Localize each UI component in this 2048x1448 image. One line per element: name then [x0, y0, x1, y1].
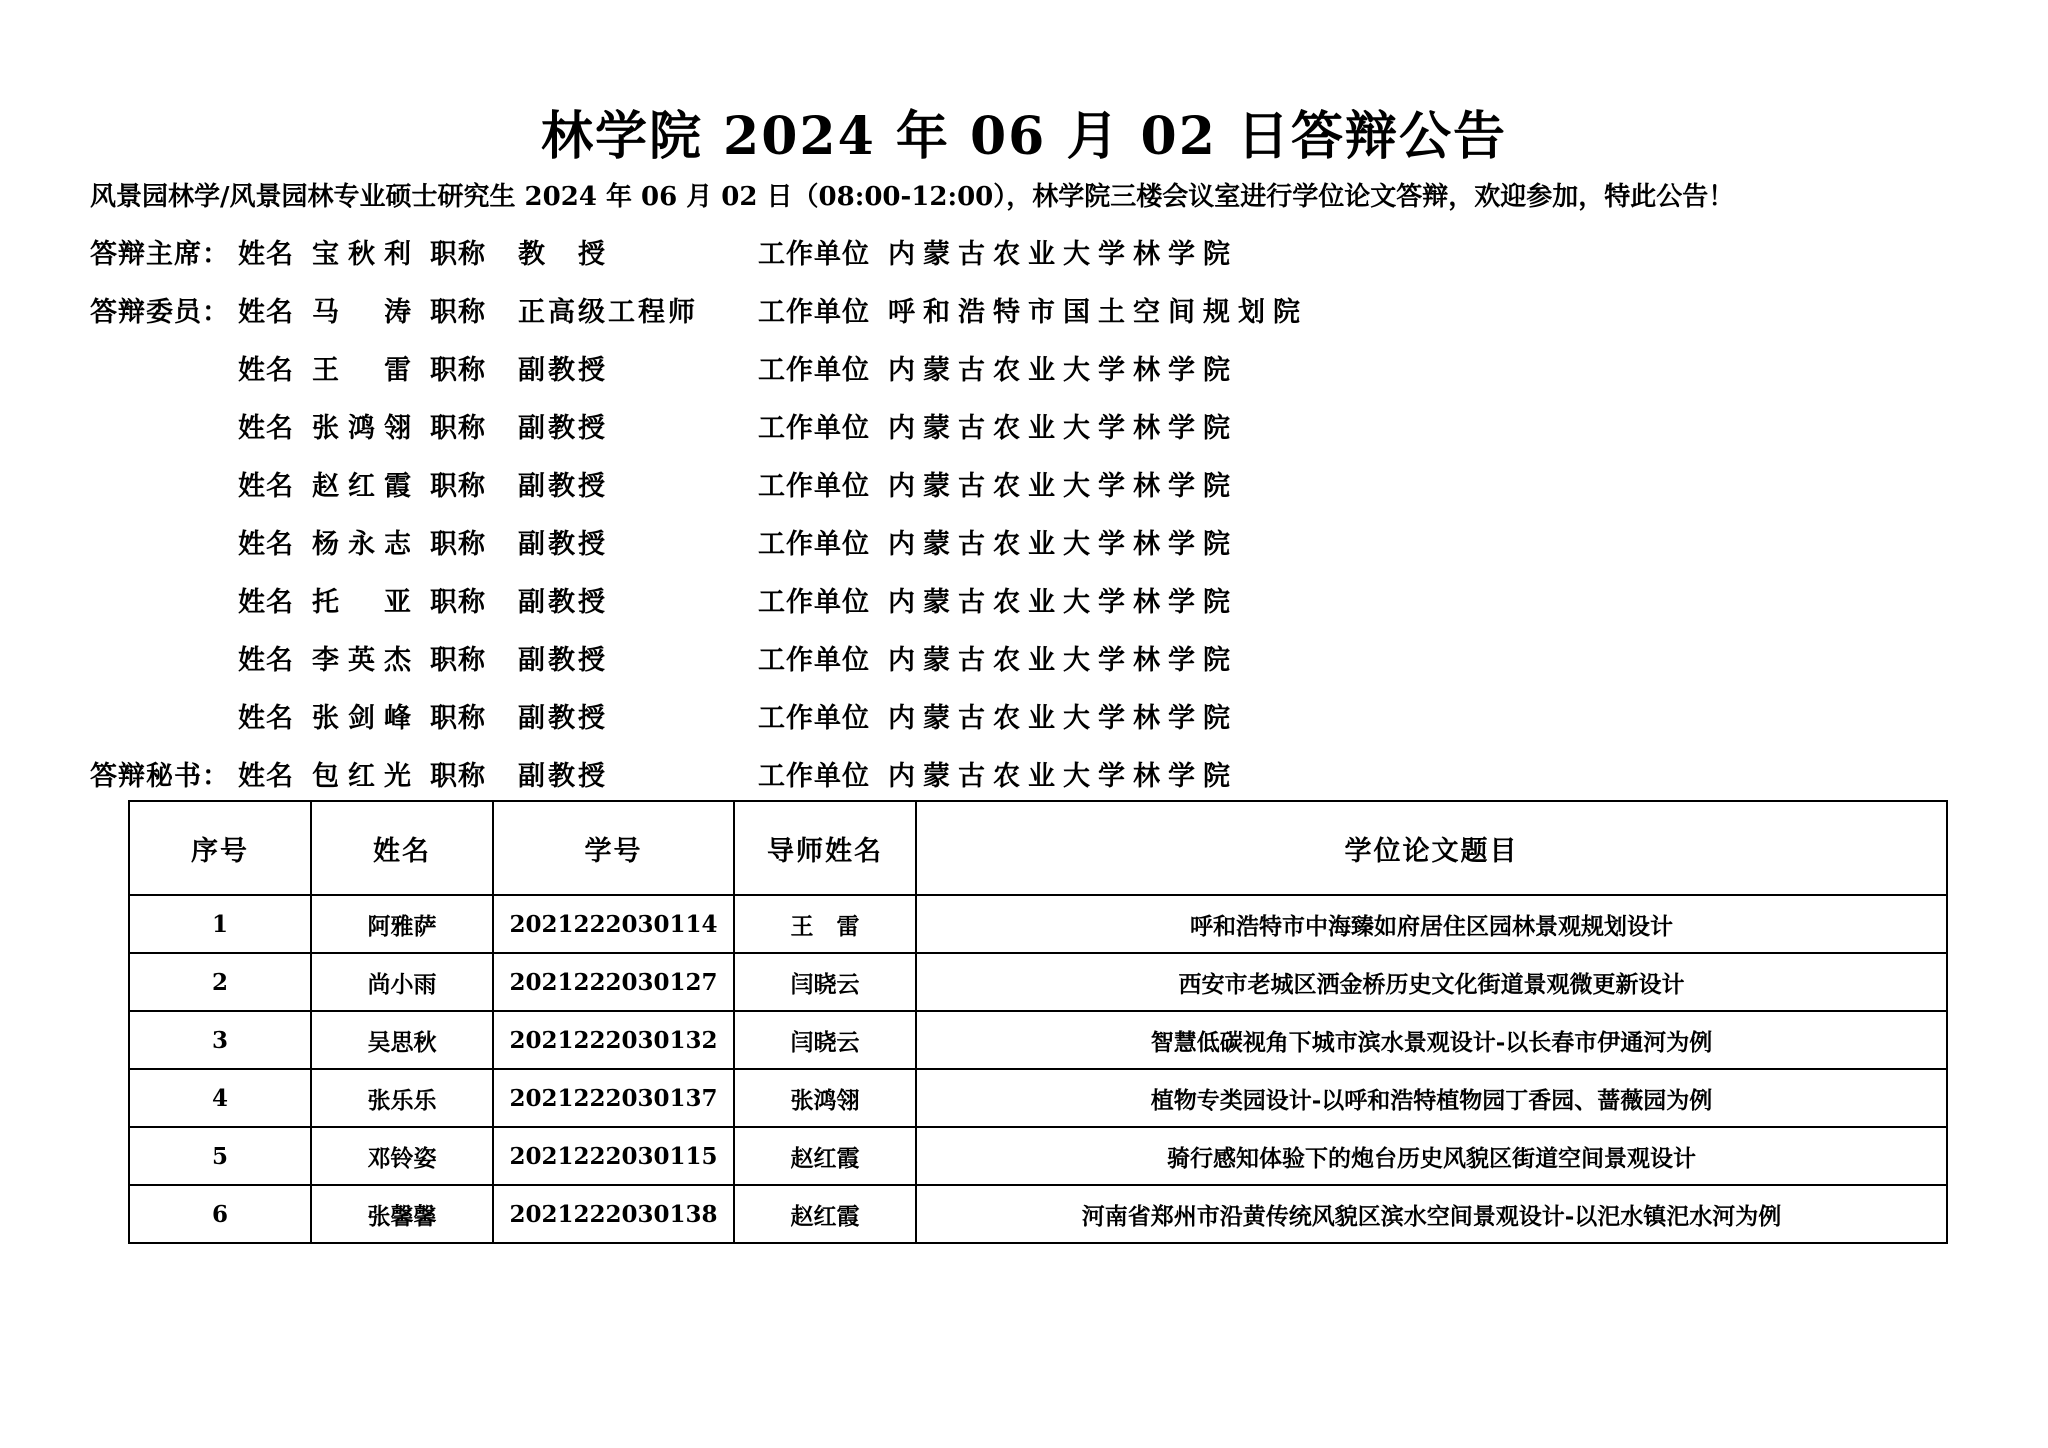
header-thesis-title: 学位论文题目	[916, 801, 1947, 895]
member-title: 教 授	[518, 239, 608, 270]
member-unit: 内蒙古农业大学林学院	[888, 645, 1238, 676]
unit-label: 工作单位	[758, 355, 870, 386]
title-label: 职称	[430, 471, 486, 502]
name-label: 姓名	[238, 355, 294, 386]
member-unit: 呼和浩特市国土空间规划院	[888, 297, 1308, 328]
cell-student-id: 2021222030137	[493, 1069, 734, 1127]
unit-label: 工作单位	[758, 239, 870, 270]
table-header-row	[129, 801, 1947, 895]
name-label: 姓名	[238, 471, 294, 502]
cell-index: 6	[129, 1185, 311, 1243]
unit-label: 工作单位	[758, 587, 870, 618]
cell-name: 吴思秋	[311, 1011, 493, 1069]
member-title: 副教授	[518, 761, 608, 792]
cell-student-id: 2021222030138	[493, 1185, 734, 1243]
cell-advisor: 闫晓云	[734, 1011, 916, 1069]
member-unit: 内蒙古农业大学林学院	[888, 355, 1238, 386]
name-label: 姓名	[238, 239, 294, 270]
cell-name: 张馨馨	[311, 1185, 493, 1243]
member-unit: 内蒙古农业大学林学院	[888, 239, 1238, 270]
name-label: 姓名	[238, 413, 294, 444]
cell-thesis-title: 河南省郑州市沿黄传统风貌区滨水空间景观设计-以汜水镇汜水河为例	[916, 1185, 1947, 1243]
cell-index: 3	[129, 1011, 311, 1069]
table-row	[129, 1011, 1947, 1069]
cell-advisor: 赵红霞	[734, 1127, 916, 1185]
member-title: 副教授	[518, 529, 608, 560]
title-label: 职称	[430, 761, 486, 792]
cell-index: 1	[129, 895, 311, 953]
member-name: 王 雷	[312, 355, 412, 386]
member-name: 马 涛	[312, 297, 412, 328]
student-table-body	[129, 895, 1947, 1243]
member-name: 张鸿翎	[312, 413, 412, 444]
cell-thesis-title: 骑行感知体验下的炮台历史风貌区街道空间景观设计	[916, 1127, 1947, 1185]
table-row	[129, 1185, 1947, 1243]
unit-label: 工作单位	[758, 761, 870, 792]
title-label: 职称	[430, 413, 486, 444]
cell-student-id: 2021222030114	[493, 895, 734, 953]
name-label: 姓名	[238, 703, 294, 734]
member-unit: 内蒙古农业大学林学院	[888, 413, 1238, 444]
member-unit: 内蒙古农业大学林学院	[888, 529, 1238, 560]
header-name: 姓名	[311, 801, 493, 895]
title-label: 职称	[430, 645, 486, 676]
committee-role: 答辩秘书：	[90, 761, 230, 792]
member-name: 张剑峰	[312, 703, 412, 734]
table-row	[129, 1127, 1947, 1185]
title-label: 职称	[430, 703, 486, 734]
cell-student-id: 2021222030115	[493, 1127, 734, 1185]
cell-thesis-title: 呼和浩特市中海臻如府居住区园林景观规划设计	[916, 895, 1947, 953]
student-table	[128, 800, 1948, 1244]
unit-label: 工作单位	[758, 413, 870, 444]
member-name: 赵红霞	[312, 471, 412, 502]
title-label: 职称	[430, 297, 486, 328]
table-row	[129, 895, 1947, 953]
title-label: 职称	[430, 355, 486, 386]
member-name: 杨永志	[312, 529, 412, 560]
member-title: 副教授	[518, 413, 608, 444]
name-label: 姓名	[238, 297, 294, 328]
unit-label: 工作单位	[758, 297, 870, 328]
unit-label: 工作单位	[758, 703, 870, 734]
cell-advisor: 赵红霞	[734, 1185, 916, 1243]
header-student-id: 学号	[493, 801, 734, 895]
cell-name: 邓铃姿	[311, 1127, 493, 1185]
cell-name: 尚小雨	[311, 953, 493, 1011]
member-title: 副教授	[518, 703, 608, 734]
intro-text: 风景园林学/风景园林专业硕士研究生 2024 年 06 月 02 日（08:00-12:00），林学院三楼会议室进行学位论文答辩，欢迎参加，特此公告！	[90, 182, 1735, 212]
cell-advisor: 王 雷	[734, 895, 916, 953]
member-unit: 内蒙古农业大学林学院	[888, 703, 1238, 734]
cell-advisor: 张鸿翎	[734, 1069, 916, 1127]
table-row	[129, 953, 1947, 1011]
member-title: 副教授	[518, 355, 608, 386]
name-label: 姓名	[238, 529, 294, 560]
cell-name: 张乐乐	[311, 1069, 493, 1127]
name-label: 姓名	[238, 761, 294, 792]
committee-role: 答辩委员：	[90, 297, 230, 328]
member-name: 宝秋利	[312, 239, 412, 270]
title-label: 职称	[430, 239, 486, 270]
member-name: 托 亚	[312, 587, 412, 618]
committee-role: 答辩主席：	[90, 239, 230, 270]
table-row	[129, 1069, 1947, 1127]
member-unit: 内蒙古农业大学林学院	[888, 471, 1238, 502]
cell-thesis-title: 智慧低碳视角下城市滨水景观设计-以长春市伊通河为例	[916, 1011, 1947, 1069]
cell-thesis-title: 植物专类园设计-以呼和浩特植物园丁香园、蔷薇园为例	[916, 1069, 1947, 1127]
member-title: 正高级工程师	[518, 297, 698, 328]
member-title: 副教授	[518, 645, 608, 676]
title-label: 职称	[430, 529, 486, 560]
member-title: 副教授	[518, 471, 608, 502]
cell-index: 5	[129, 1127, 311, 1185]
unit-label: 工作单位	[758, 529, 870, 560]
member-title: 副教授	[518, 587, 608, 618]
name-label: 姓名	[238, 645, 294, 676]
unit-label: 工作单位	[758, 645, 870, 676]
title-label: 职称	[430, 587, 486, 618]
cell-index: 2	[129, 953, 311, 1011]
unit-label: 工作单位	[758, 471, 870, 502]
header-advisor: 导师姓名	[734, 801, 916, 895]
page-title: 林学院 2024 年 06 月 02 日答辩公告	[540, 106, 1508, 167]
name-label: 姓名	[238, 587, 294, 618]
header-index: 序号	[129, 801, 311, 895]
cell-student-id: 2021222030127	[493, 953, 734, 1011]
cell-student-id: 2021222030132	[493, 1011, 734, 1069]
member-unit: 内蒙古农业大学林学院	[888, 761, 1238, 792]
cell-index: 4	[129, 1069, 311, 1127]
cell-advisor: 闫晓云	[734, 953, 916, 1011]
member-name: 包红光	[312, 761, 412, 792]
member-unit: 内蒙古农业大学林学院	[888, 587, 1238, 618]
cell-name: 阿雅萨	[311, 895, 493, 953]
member-name: 李英杰	[312, 645, 412, 676]
cell-thesis-title: 西安市老城区洒金桥历史文化街道景观微更新设计	[916, 953, 1947, 1011]
